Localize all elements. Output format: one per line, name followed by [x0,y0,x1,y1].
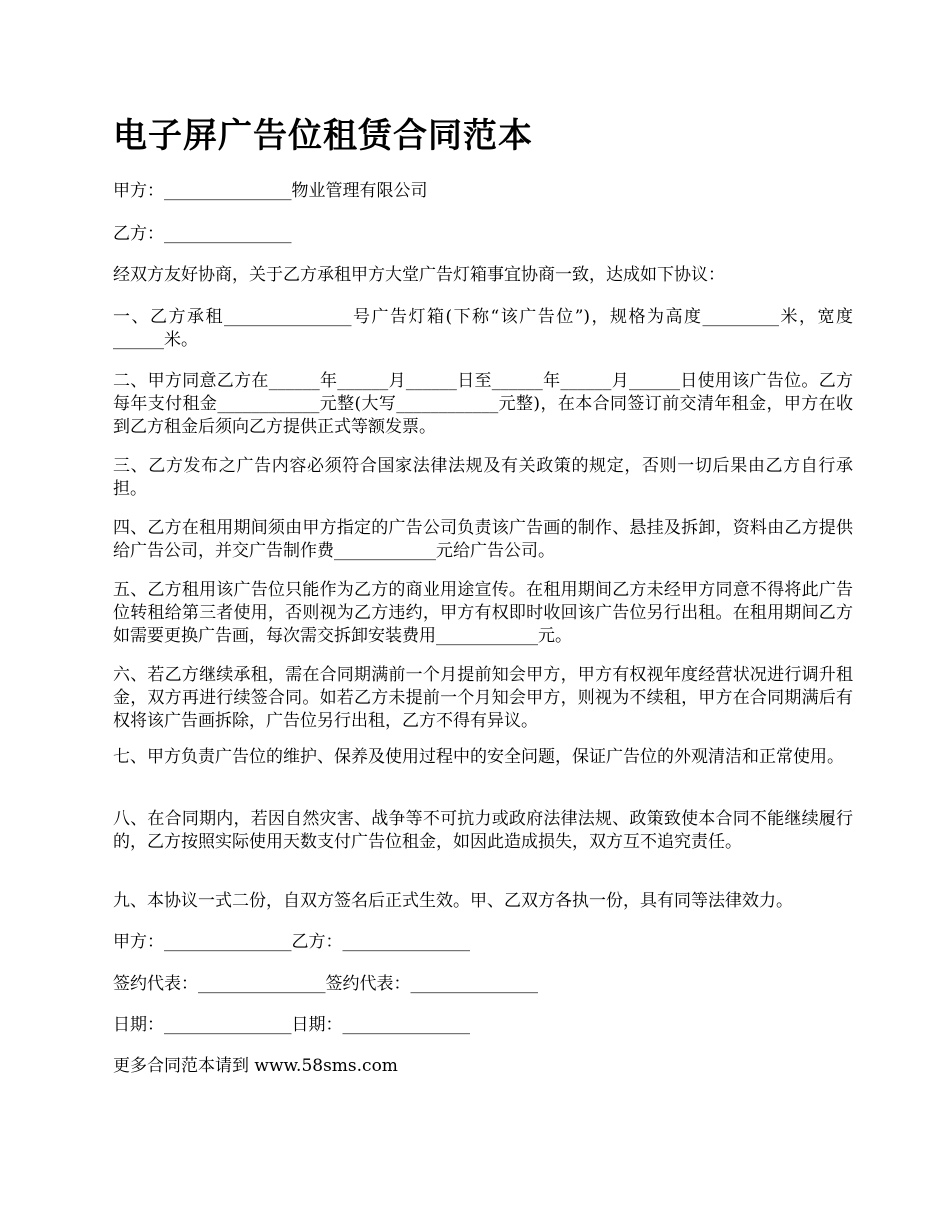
clause-4: 四、乙方在租用期间须由甲方指定的广告公司负责该广告画的制作、悬挂及拆卸，资料由乙方提供给广告公司，并交广告制作费____________元给广告公司。 [113,518,853,561]
clause-3: 三、乙方发布之广告内容必须符合国家法律法规及有关政策的规定，否则一切后果由乙方自行承担。 [113,456,853,499]
party-b-line: 乙方：_______________ [113,224,292,244]
clause-9: 九、本协议一式二份，自双方签名后正式生效。甲、乙双方各执一份，具有同等法律效力。 [113,891,793,911]
clause-7: 七、甲方负责广告位的维护、保养及使用过程中的安全问题，保证广告位的外观清洁和正常使用。 [113,747,844,767]
clause-8: 八、在合同期内，若因自然灾害、战争等不可抗力或政府法律法规、政策致使本合同不能继续履行的，乙方按照实际使用天数支付广告位租金，如因此造成损失，双方互不追究责任。 [113,809,853,852]
intro-paragraph: 经双方友好协商，关于乙方承租甲方大堂广告灯箱事宜协商一致，达成如下协议： [113,265,725,285]
signature-parties-line: 甲方：_______________乙方：_______________ [113,932,470,952]
clause-6: 六、若乙方继续承租，需在合同期满前一个月提前知会甲方，甲方有权视年度经营状况进行调升租金，双方再进行续签合同。如若乙方未提前一个月知会甲方，则视为不续租，甲方在合同期满后有权将该广告画拆除，广告位另行出租，乙方不得有异议。 [113,665,853,731]
document-title: 电子屏广告位租赁合同范本 [113,116,533,156]
footer-note: 更多合同范本请到 www.58sms.com [113,1056,398,1076]
party-a-line: 甲方：_______________物业管理有限公司 [113,181,428,201]
signature-dates-line: 日期：_______________日期：_______________ [113,1015,470,1035]
clause-1: 一、乙方承租_______________号广告灯箱(下称“该广告位”)，规格为高度_________米，宽度______米。 [113,307,853,350]
signature-representatives-line: 签约代表：_______________签约代表：_______________ [113,974,538,994]
clause-2: 二、甲方同意乙方在______年______月______日至______年______月______日使用该广告位。乙方每年支付租金____________元整(大写____________元整)，在本合同签订前交清年租金，甲方在收到乙方租金后须向乙方提供正式等额发票。 [113,371,853,437]
clause-5: 五、乙方租用该广告位只能作为乙方的商业用途宣传。在租用期间乙方未经甲方同意不得将此广告位转租给第三者使用，否则视为乙方违约，甲方有权即时收回该广告位另行出租。在租用期间乙方如需要更换广告画，每次需交拆卸安装费用____________元。 [113,580,853,646]
